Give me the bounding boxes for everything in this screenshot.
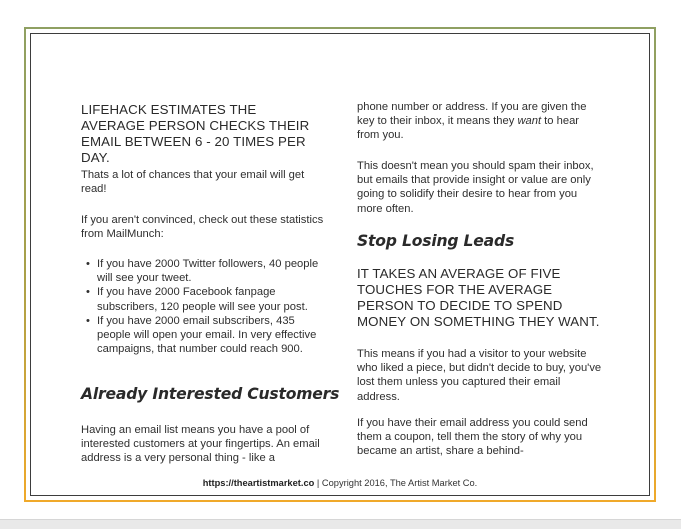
- right-callout: IT TAKES AN AVERAGE OF FIVE TOUCHES FOR THE AVERAGE PERSON TO DECIDE TO SPEND MONEY ON SOMETHING THEY WANT.: [357, 266, 600, 329]
- list-item: • If you have 2000 email subscribers, 435 people will open your email. In very effective campaigns, that number could reach 900.: [81, 314, 321, 357]
- page-footer: [26, 478, 654, 488]
- footer-copyright: Copyright 2016, The Artist Market Co.: [321, 478, 478, 488]
- viewer-bottom-bar: [0, 519, 681, 529]
- section-heading-already-interested: Already Interested Customers: [81, 385, 340, 403]
- list-item: • If you have 2000 Facebook fanpage subscribers, 120 people will see your post.: [81, 285, 321, 313]
- emphasis-want: want: [517, 115, 542, 128]
- right-paragraph-1-text: phone number or address. If you are given the key to their inbox, it means they: [357, 101, 587, 128]
- section-heading-stop-losing-leads: Stop Losing Leads: [357, 232, 515, 250]
- statistics-list: [81, 257, 321, 356]
- right-paragraph-4: If you have their email address you could send them a coupon, tell them the story of why you became an artist, share a behind-: [357, 417, 588, 458]
- page-frame: [24, 27, 656, 502]
- left-callout: LIFEHACK ESTIMATES THE AVERAGE PERSON CHECKS THEIR EMAIL BETWEEN 6 - 20 TIMES PER DAY.: [81, 102, 310, 165]
- left-paragraph-1: Thats a lot of chances that your email will get read!: [81, 169, 305, 196]
- list-item: • If you have 2000 Twitter followers, 40 people will see your tweet.: [81, 257, 321, 285]
- right-paragraph-2: This doesn't mean you should spam their inbox, but emails that provide insight or value are only going to solidify their desire to hear from you more often.: [357, 160, 594, 215]
- footer-separator: |: [314, 478, 322, 488]
- right-paragraph-1-tail: to hear from you.: [357, 115, 580, 142]
- right-paragraph-1: [357, 100, 602, 143]
- footer-url[interactable]: https://theartistmarket.co: [202, 478, 315, 488]
- left-paragraph-2: If you aren't convinced, check out these statistics from MailMunch:: [81, 214, 324, 241]
- right-paragraph-3: This means if you had a visitor to your website who liked a piece, but didn't decide to buy, you've lost them unless you captured their email address.: [357, 348, 602, 403]
- left-paragraph-3: Having an email list means you have a pool of interested customers at your fingertips. An email address is a very personal thing - like a: [81, 424, 320, 465]
